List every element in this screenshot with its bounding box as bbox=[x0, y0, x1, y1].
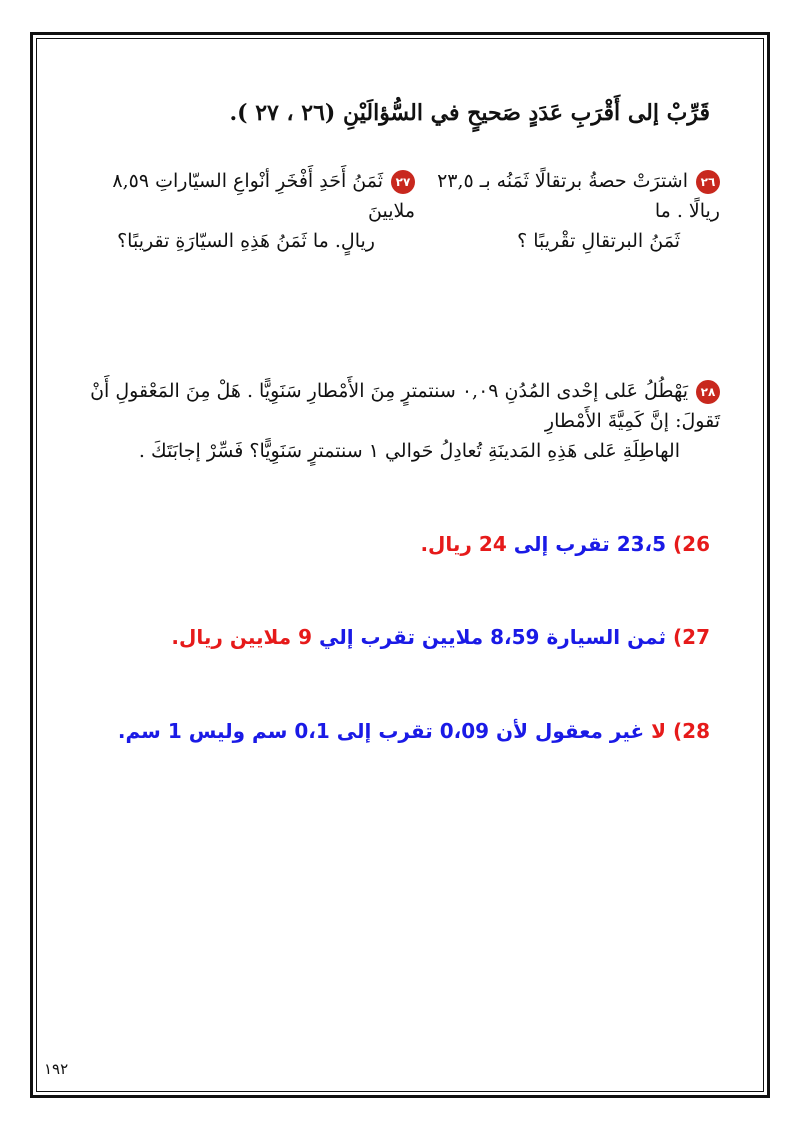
answer-highlight-unit: ملايين ريال. bbox=[171, 625, 292, 649]
answer-text: ثمن السيارة 8،59 ملايين تقرب إلي bbox=[318, 625, 667, 649]
answer-26 bbox=[420, 532, 710, 556]
answer-highlight: 9 bbox=[298, 625, 312, 649]
answer-number: 26) bbox=[673, 532, 710, 556]
answer-28 bbox=[118, 719, 710, 743]
question-text-line2: ريالٍ. ما ثَمَنُ هَذِهِ السيّارَةِ تقريبًا؟ bbox=[117, 230, 375, 252]
question-number-badge: ٢٦ bbox=[696, 170, 720, 194]
question-text-line1: اشترَتْ حصةُ برتقالًا ثَمَنُه بـ ٢٣,٥ ريالًا . ما bbox=[437, 170, 720, 222]
answer-number: 28) bbox=[673, 719, 710, 743]
question-number-badge: ٢٨ bbox=[696, 380, 720, 404]
question-28 bbox=[60, 376, 720, 466]
question-text-line2: الهاطِلَةِ عَلى هَذِهِ المَدينَةِ تُعادِلُ حَوالي ١ سنتمترٍ سَنَوِيًّا؟ فَسِّرْ إجابَتَكَ . bbox=[138, 440, 680, 462]
instruction-heading: قَرِّبْ إلى أَقْرَبِ عَدَدٍ صَحيحٍ في السُّؤالَيْنِ (٢٦ ، ٢٧ ). bbox=[229, 100, 710, 126]
answer-highlight: لا bbox=[651, 719, 667, 743]
question-text-line2: ثَمَنُ البرتقالِ تقْريبًا ؟ bbox=[517, 230, 680, 252]
question-text-line1: ثَمَنُ أَحَدِ أَفْخَرِ أنْواعِ السيّاراتِ ٨,٥٩ ملايينَ bbox=[112, 170, 415, 222]
answer-text: 23،5 تقرب إلى bbox=[513, 532, 667, 556]
question-number-badge: ٢٧ bbox=[391, 170, 415, 194]
answer-number: 27) bbox=[673, 625, 710, 649]
page-number: ١٩٢ bbox=[44, 1060, 69, 1078]
worksheet-page bbox=[40, 42, 760, 1088]
answer-highlight: 24 ريال. bbox=[420, 532, 507, 556]
question-27 bbox=[80, 166, 415, 256]
answer-text: غير معقول لأن 0،09 تقرب إلى 0،1 سم وليس 1 سم. bbox=[117, 719, 645, 743]
question-text-line1: يَهْطُلُ عَلى إحْدى المُدُنِ ٠,٠٩ سنتمترٍ مِنَ الأَمْطارِ سَنَوِيًّا . هَلْ مِنَ المَعْقولِ أَنْ تَقولَ: إنَّ كَمِيَّةَ الأَمْطارِ bbox=[90, 380, 720, 432]
question-26 bbox=[420, 166, 720, 256]
answer-27 bbox=[171, 625, 710, 649]
